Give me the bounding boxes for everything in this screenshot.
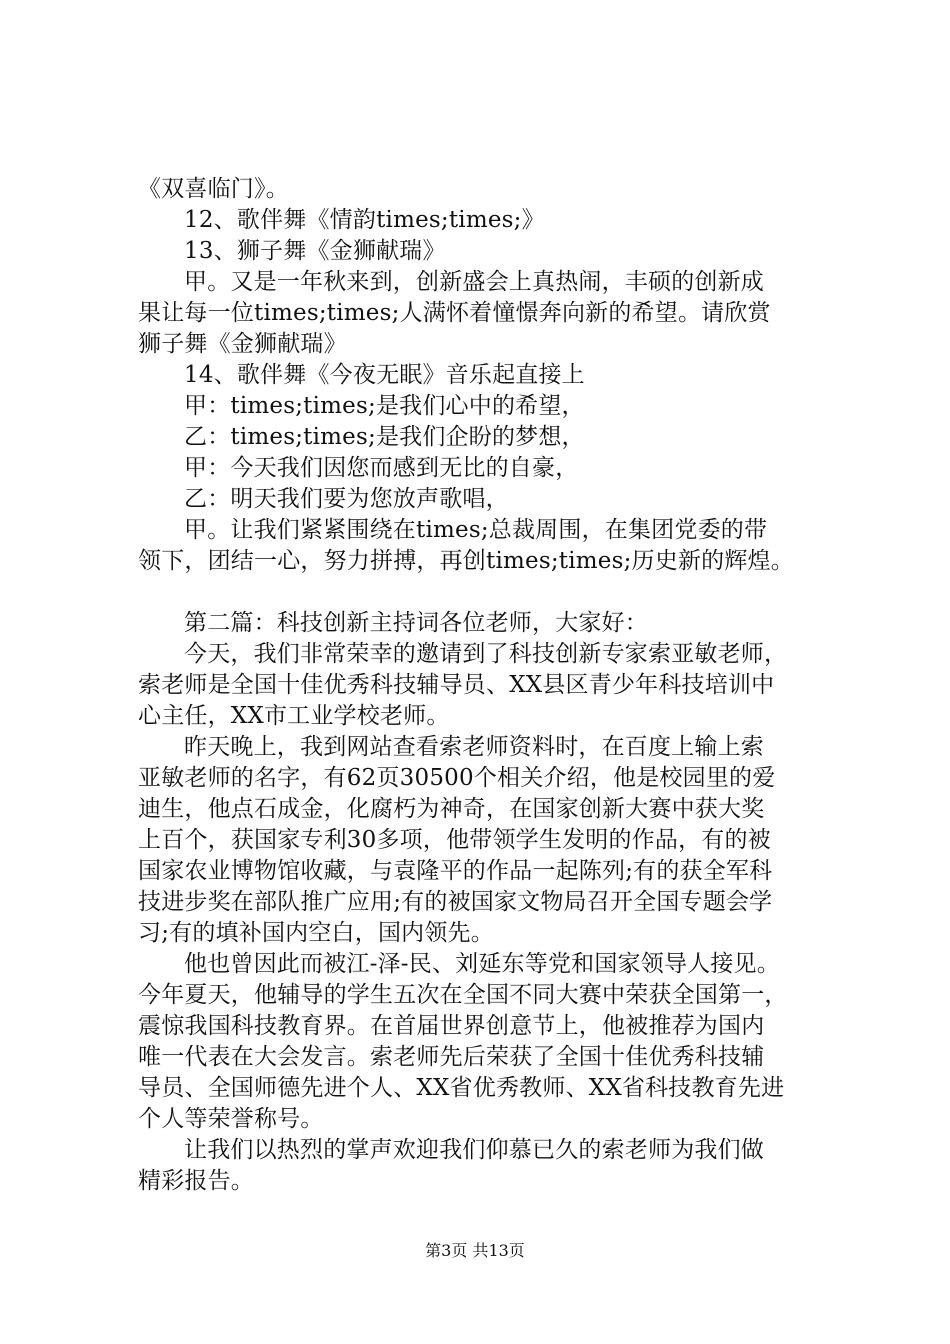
program-item: 14、歌伴舞《今夜无眠》音乐起直接上 <box>184 362 585 388</box>
text-line: 心主任，XX市工业学校老师。 <box>138 703 450 729</box>
text-line: 迪生，他点石成金，化腐朽为神奇，在国家创新大赛中获大奖 <box>138 796 765 822</box>
text-line: 技进步奖在部队推广应用;有的被国家文物局召开全国专题会学 <box>138 889 773 915</box>
text-line: 唯一代表在大会发言。索老师先后荣获了全国十佳优秀科技辅 <box>138 1044 765 1070</box>
section-heading: 第二篇：科技创新主持词各位老师，大家好： <box>184 610 648 636</box>
text-line: 震惊我国科技教育界。在首届世界创意节上，他被推荐为国内 <box>138 1013 765 1039</box>
document-body <box>138 174 838 1197</box>
paragraph-start: 甲。又是一年秋来到，创新盛会上真热闹，丰硕的创新成 <box>184 269 764 295</box>
text-line: 亚敏老师的名字，有62页30500个相关介绍，他是校园里的爱 <box>138 765 776 791</box>
text-line: 国家农业博物馆收藏，与袁隆平的作品一起陈列;有的获全军科 <box>138 858 773 884</box>
text-line: 导员、全国师德先进个人、XX省优秀教师、XX省科技教育先进 <box>138 1075 785 1101</box>
dialogue-line: 乙：明天我们要为您放声歌唱， <box>184 486 509 512</box>
text-line: 果让每一位times;times;人满怀着憧憬奔向新的希望。请欣赏 <box>138 300 771 326</box>
text-line: 精彩报告。 <box>138 1168 254 1194</box>
blank-line <box>138 577 838 608</box>
text-line: 今年夏天，他辅导的学生五次在全国不同大赛中荣获全国第一， <box>138 982 788 1008</box>
text-line: 上百个，获国家专利30多项，他带领学生发明的作品，有的被 <box>138 827 771 853</box>
text-line: 索老师是全国十佳优秀科技辅导员、XX县区青少年科技培训中 <box>138 672 775 698</box>
paragraph-start: 今天，我们非常荣幸的邀请到了科技创新专家索亚敏老师， <box>184 641 788 667</box>
dialogue-line: 甲：times;times;是我们心中的希望， <box>184 393 585 419</box>
text-line: 习;有的填补国内空白，国内领先。 <box>138 920 494 946</box>
dialogue-line: 乙：times;times;是我们企盼的梦想， <box>184 424 585 450</box>
paragraph-start: 甲。让我们紧紧围绕在times;总裁周围，在集团党委的带 <box>184 517 768 543</box>
program-item: 13、狮子舞《金狮献瑞》 <box>184 238 446 264</box>
paragraph-start: 昨天晚上，我到网站查看索老师资料时，在百度上输上索 <box>184 734 764 760</box>
dialogue-line: 甲：今天我们因您而感到无比的自豪， <box>184 455 579 481</box>
text-line: 个人等荣誉称号。 <box>138 1106 324 1132</box>
page-number-footer: 第3页 共13页 <box>425 1241 525 1260</box>
program-item: 12、歌伴舞《情韵times;times;》 <box>184 207 545 233</box>
text-line: 狮子舞《金狮献瑞》 <box>138 331 347 357</box>
text-line: 《双喜临门》。 <box>138 176 289 202</box>
text-line: 领下，团结一心，努力拼搏，再创times;times;历史新的辉煌。 <box>138 548 794 574</box>
paragraph-start: 他也曾因此而被江-泽-民、刘延东等党和国家领导人接见。 <box>184 951 780 977</box>
paragraph-start: 让我们以热烈的掌声欢迎我们仰慕已久的索老师为我们做 <box>184 1137 764 1163</box>
